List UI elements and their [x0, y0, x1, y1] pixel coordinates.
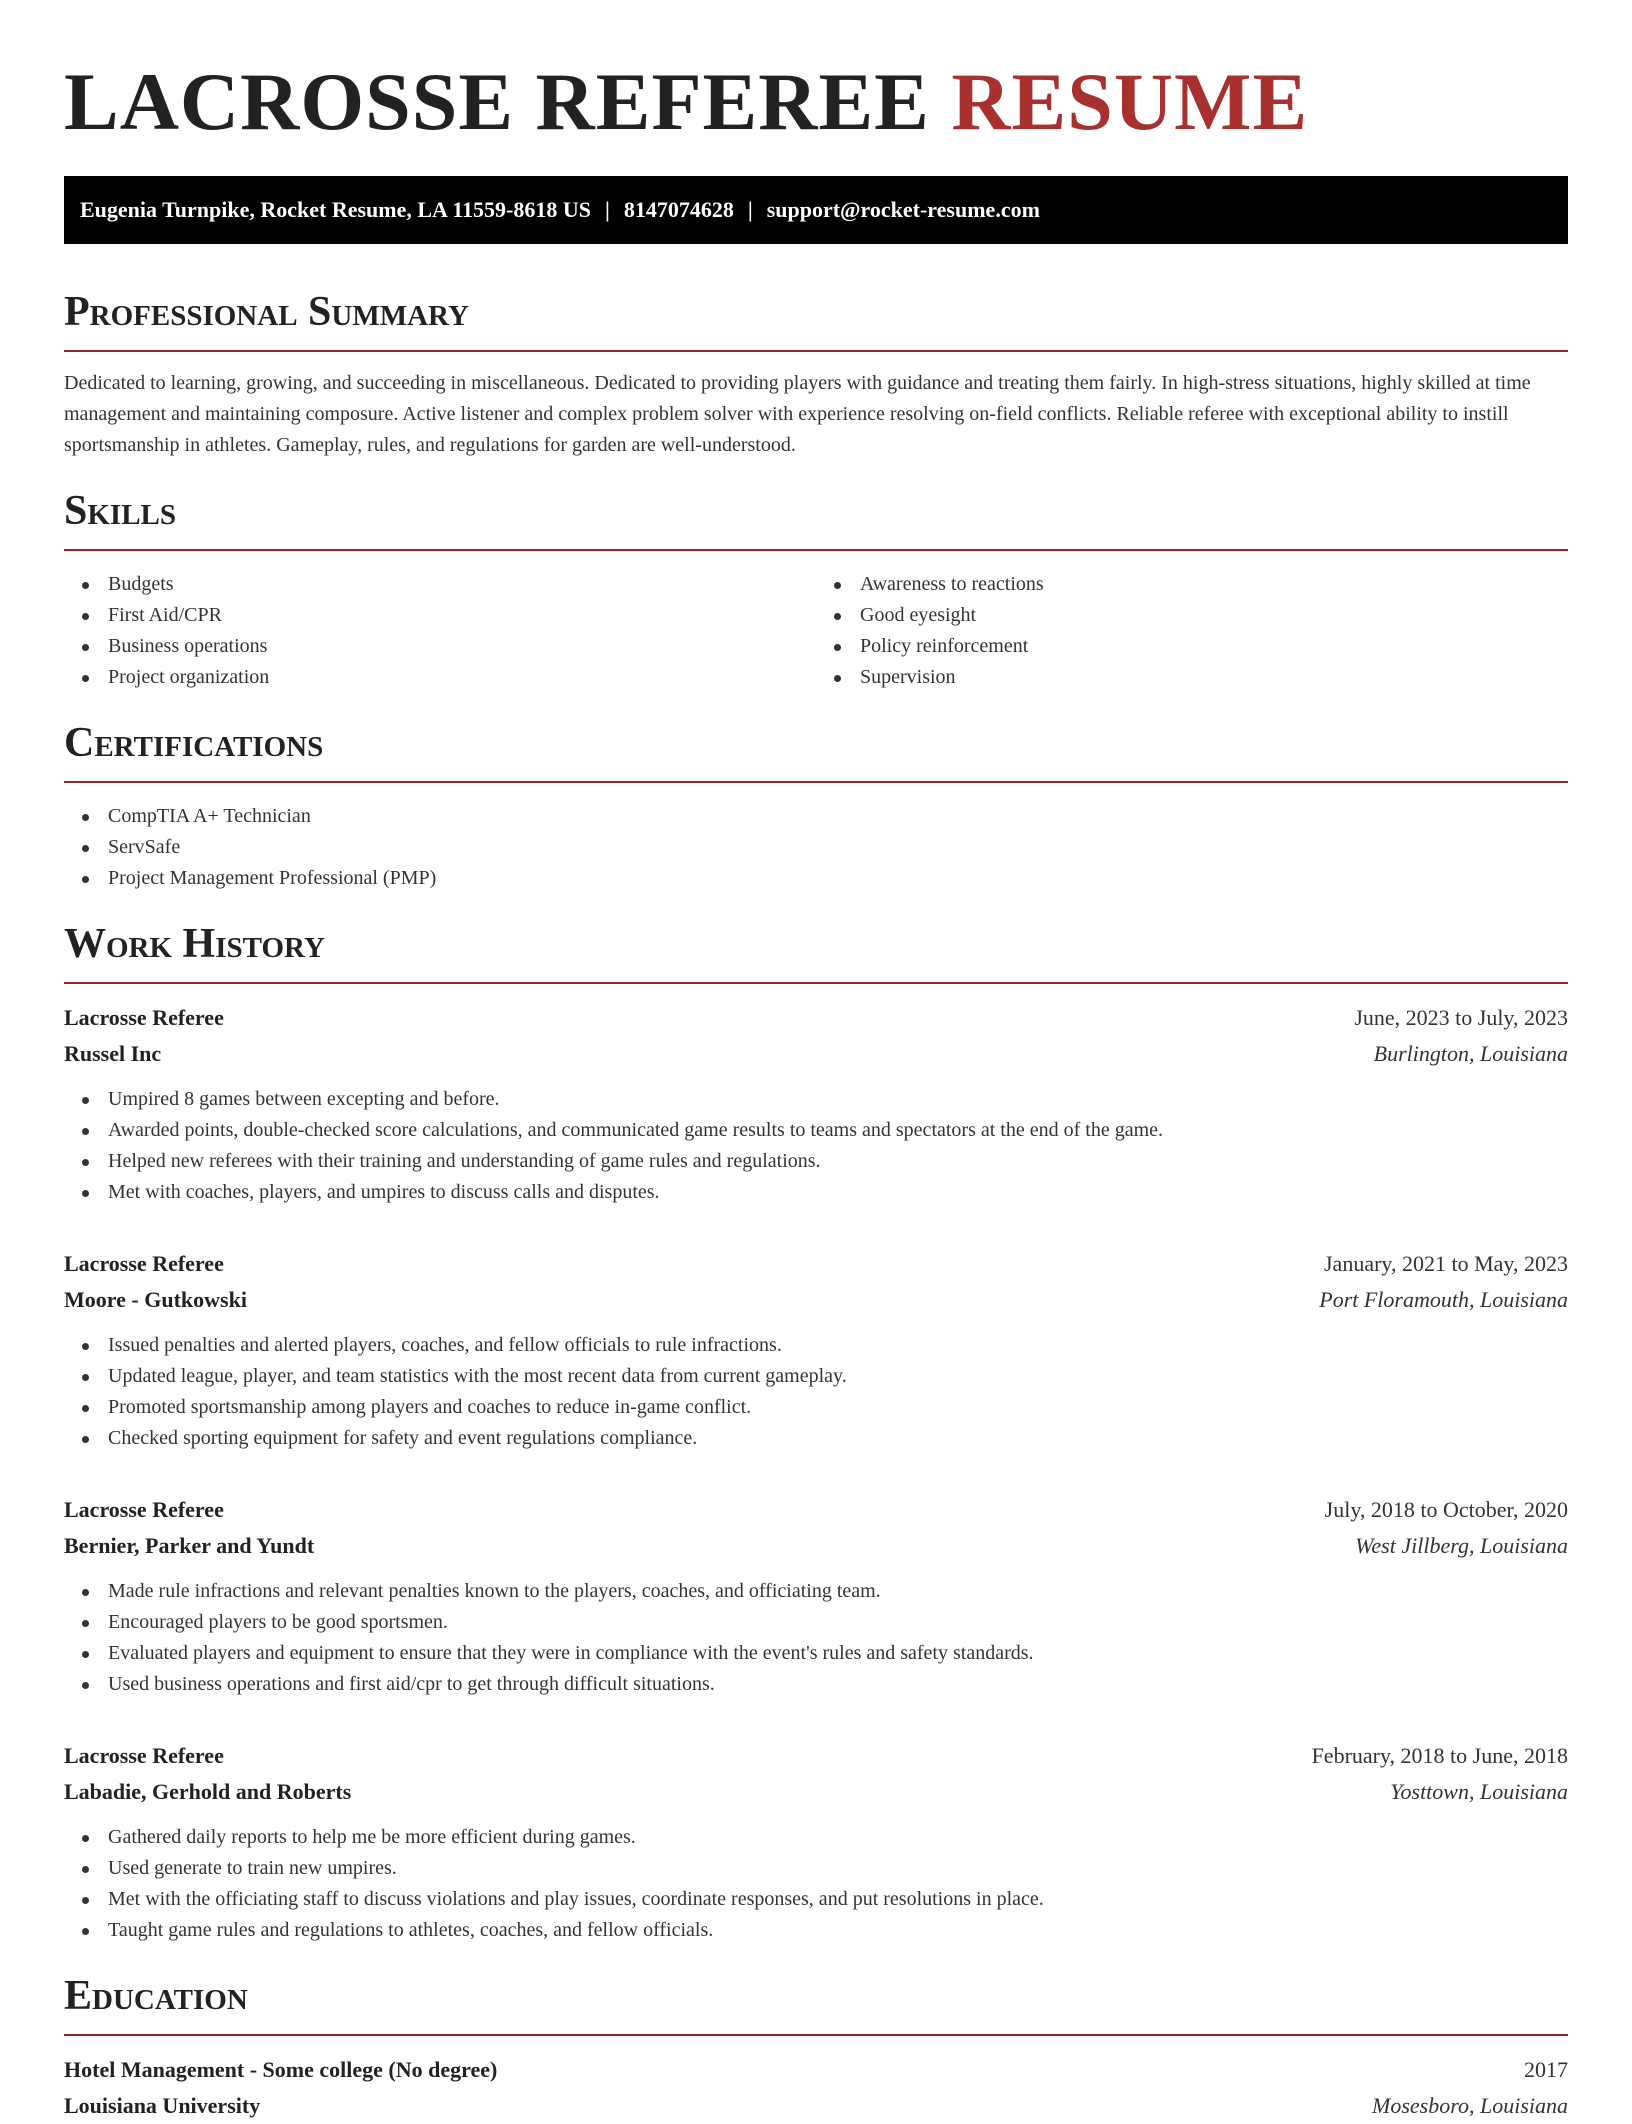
contact-separator: | [747, 197, 753, 222]
job-dates: February, 2018 to June, 2018 [1311, 1743, 1568, 1768]
skills-grid [64, 551, 1568, 693]
certification-item: Project Management Professional (PMP) [108, 863, 1568, 894]
title-main: LACROSSE REFEREE [64, 56, 930, 147]
job-header-row [64, 1492, 1568, 1528]
job-company-row [64, 1036, 1568, 1072]
job-title: Lacrosse Referee [64, 1743, 224, 1768]
job-bullet: Used generate to train new umpires. [108, 1853, 1568, 1884]
skill-item: Budgets [108, 569, 816, 600]
job-bullet: Gathered daily reports to help me be more efficient during games. [108, 1822, 1568, 1853]
job-bullet: Made rule infractions and relevant penalties known to the players, coaches, and officiating team. [108, 1576, 1568, 1607]
job-company: Bernier, Parker and Yundt [64, 1533, 315, 1558]
job-bullet: Encouraged players to be good sportsmen. [108, 1607, 1568, 1638]
job-title: Lacrosse Referee [64, 1251, 224, 1276]
skills-list-right [816, 569, 1568, 693]
section-title-work-history: Work History [64, 916, 1568, 984]
job-bullet: Checked sporting equipment for safety and event regulations compliance. [108, 1423, 1568, 1454]
job-header-row [64, 1000, 1568, 1036]
title-accent: RESUME [951, 56, 1309, 147]
job-bullet: Promoted sportsmanship among players and coaches to reduce in-game conflict. [108, 1392, 1568, 1423]
education-year: 2017 [1524, 2057, 1568, 2082]
job-bullet: Issued penalties and alerted players, coaches, and fellow officials to rule infractions. [108, 1330, 1568, 1361]
job-company: Labadie, Gerhold and Roberts [64, 1779, 352, 1804]
skill-item: Good eyesight [860, 600, 1568, 631]
job-bullet: Awarded points, double-checked score calculations, and communicated game results to teams and spectators at the end of the game. [108, 1115, 1568, 1146]
certification-item: ServSafe [108, 832, 1568, 863]
contact-email[interactable]: support@rocket-resume.com [766, 197, 1040, 222]
job-entry [64, 1246, 1568, 1454]
job-title: Lacrosse Referee [64, 1005, 224, 1030]
skill-item: Awareness to reactions [860, 569, 1568, 600]
job-bullet: Umpired 8 games between excepting and before. [108, 1084, 1568, 1115]
education-header-row [64, 2052, 1568, 2088]
job-bullets [64, 1330, 1568, 1454]
education-school: Louisiana University [64, 2093, 261, 2118]
job-dates: January, 2021 to May, 2023 [1324, 1251, 1568, 1276]
job-header-row [64, 1246, 1568, 1282]
job-bullets [64, 1576, 1568, 1700]
job-dates: July, 2018 to October, 2020 [1324, 1497, 1568, 1522]
job-dates: June, 2023 to July, 2023 [1354, 1005, 1568, 1030]
job-bullet: Taught game rules and regulations to athletes, coaches, and fellow officials. [108, 1915, 1568, 1946]
job-header-row [64, 1738, 1568, 1774]
job-company: Moore - Gutkowski [64, 1287, 247, 1312]
job-entry [64, 1000, 1568, 1208]
education-degree: Hotel Management - Some college (No degree) [64, 2057, 498, 2082]
job-bullet: Evaluated players and equipment to ensure that they were in compliance with the event's rules and safety standards. [108, 1638, 1568, 1669]
education-location: Mosesboro, Louisiana [1372, 2093, 1568, 2118]
contact-address: Eugenia Turnpike, Rocket Resume, LA 11559-8618 US [80, 197, 591, 222]
job-location: West Jillberg, Louisiana [1355, 1533, 1568, 1558]
skill-item: First Aid/CPR [108, 600, 816, 631]
job-company-row [64, 1774, 1568, 1810]
skills-list-left [64, 569, 816, 693]
section-title-summary: Professional Summary [64, 284, 1568, 352]
education-entry [64, 2052, 1568, 2124]
job-company-row [64, 1528, 1568, 1564]
education-school-row [64, 2088, 1568, 2124]
contact-phone[interactable]: 8147074628 [623, 197, 734, 222]
skill-item: Supervision [860, 662, 1568, 693]
contact-bar [64, 176, 1568, 244]
job-bullet: Used business operations and first aid/cpr to get through difficult situations. [108, 1669, 1568, 1700]
certification-item: CompTIA A+ Technician [108, 801, 1568, 832]
job-bullet: Helped new referees with their training and understanding of game rules and regulations. [108, 1146, 1568, 1177]
job-title: Lacrosse Referee [64, 1497, 224, 1522]
job-location: Port Floramouth, Louisiana [1319, 1287, 1568, 1312]
skill-item: Business operations [108, 631, 816, 662]
certifications-list [64, 801, 1568, 894]
job-bullet: Updated league, player, and team statistics with the most recent data from current gameplay. [108, 1361, 1568, 1392]
job-bullets [64, 1822, 1568, 1946]
summary-text: Dedicated to learning, growing, and succeeding in miscellaneous. Dedicated to providing players with guidance and treating them fairly. In high-stress situations, highly skilled at time management and maintaining composure. Active listener and complex problem solver with experience resolving on-field conflicts. Reliable referee with exceptional ability to instill sportsmanship in athletes. Gameplay, rules, and regulations for garden are well-understood. [64, 372, 1531, 456]
section-title-skills: Skills [64, 483, 1568, 551]
job-location: Burlington, Louisiana [1373, 1041, 1568, 1066]
section-title-certifications: Certifications [64, 715, 1568, 783]
job-bullet: Met with coaches, players, and umpires to discuss calls and disputes. [108, 1177, 1568, 1208]
job-entry [64, 1738, 1568, 1946]
contact-separator: | [604, 197, 610, 222]
section-title-education: Education [64, 1968, 1568, 2036]
skill-item: Project organization [108, 662, 816, 693]
skill-item: Policy reinforcement [860, 631, 1568, 662]
job-bullet: Met with the officiating staff to discuss violations and play issues, coordinate responses, and put resolutions in place. [108, 1884, 1568, 1915]
job-company: Russel Inc [64, 1041, 162, 1066]
job-location: Yosttown, Louisiana [1390, 1779, 1568, 1804]
resume-title [64, 0, 1568, 152]
job-bullets [64, 1084, 1568, 1208]
resume-page [64, 0, 1568, 2124]
job-entry [64, 1492, 1568, 1700]
job-company-row [64, 1282, 1568, 1318]
